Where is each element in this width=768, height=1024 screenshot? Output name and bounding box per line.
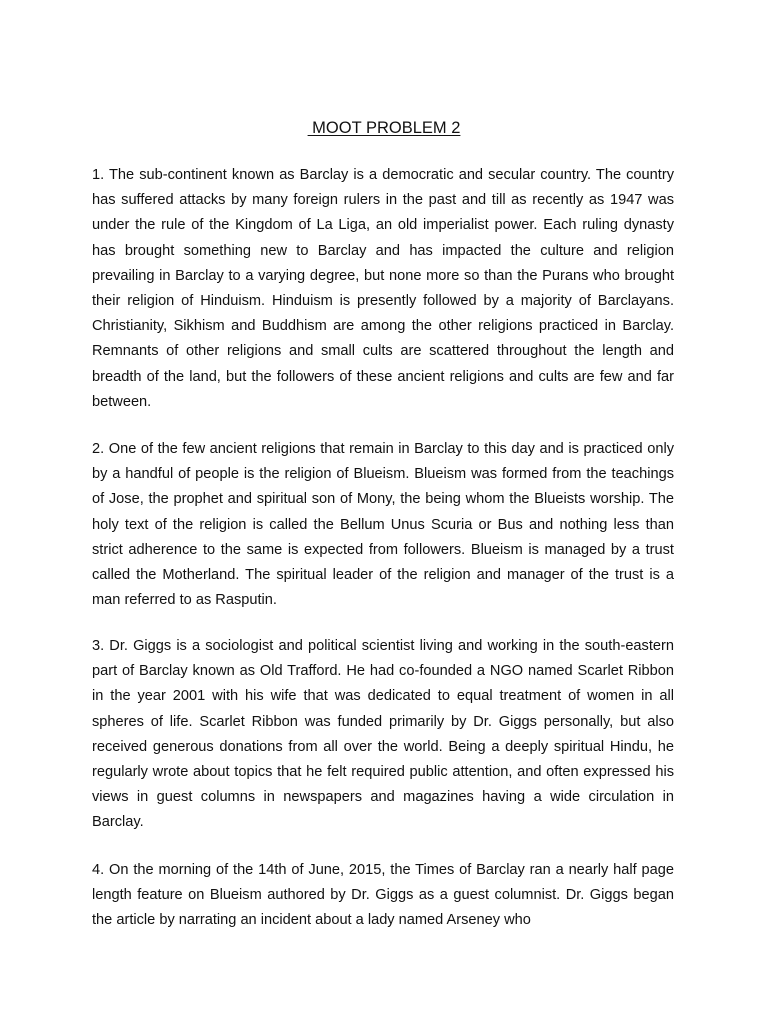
- paragraph-1: 1. The sub-continent known as Barclay is a democratic and secular country. The country has suffered attacks by many foreign rulers in the past and till as recently as 1947 was under the rule of the Kingdom of La Liga, an old imperialist power. Each ruling dynasty has brought something new to Barclay and has impacted the culture and religion prevailing in Barclay to a varying degree, but none more so than the Purans who brought their religion of Hinduism. Hinduism is presently followed by a majority of Barclayans. Christianity, Sikhism and Buddhism are among the other religions practiced in Barclay. Remnants of other religions and small cults are scattered throughout the length and breadth of the land, but the followers of these ancient religions and cults are few and far between.: [92, 167, 674, 410]
- page-title: MOOT PROBLEM 2: [307, 119, 461, 137]
- paragraph-2: 2. One of the few ancient religions that remain in Barclay to this day and is practiced only by a handful of people is the religion of Blueism. Blueism was formed from the teachings of Jose, the prophet and spiritual son of Mony, the being whom the Blueists worship. The holy text of the religion is called the Bellum Unus Scuria or Bus and nothing less than strict adherence to the same is expected from followers. Blueism is managed by a trust called the Motherland. The spiritual leader of the religion and manager of the trust is a man referred to as Rasputin.: [92, 441, 674, 609]
- paragraph-3: 3. Dr. Giggs is a sociologist and political scientist living and working in the south-eastern part of Barclay known as Old Trafford. He had co-founded a NGO named Scarlet Ribbon in the year 2001 with his wife that was dedicated to equal treatment of women in all spheres of life. Scarlet Ribbon was funded primarily by Dr. Giggs personally, but also received generous donations from all over the world. Being a deeply spiritual Hindu, he regularly wrote about topics that he felt required public attention, and often expressed his views in guest columns in newspapers and magazines having a wide circulation in Barclay.: [92, 638, 674, 831]
- paragraph-4: 4. On the morning of the 14th of June, 2015, the Times of Barclay ran a nearly half page length feature on Blueism authored by Dr. Giggs as a guest columnist. Dr. Giggs began the article by narrating an incident about a lady named Arseney who: [92, 862, 674, 929]
